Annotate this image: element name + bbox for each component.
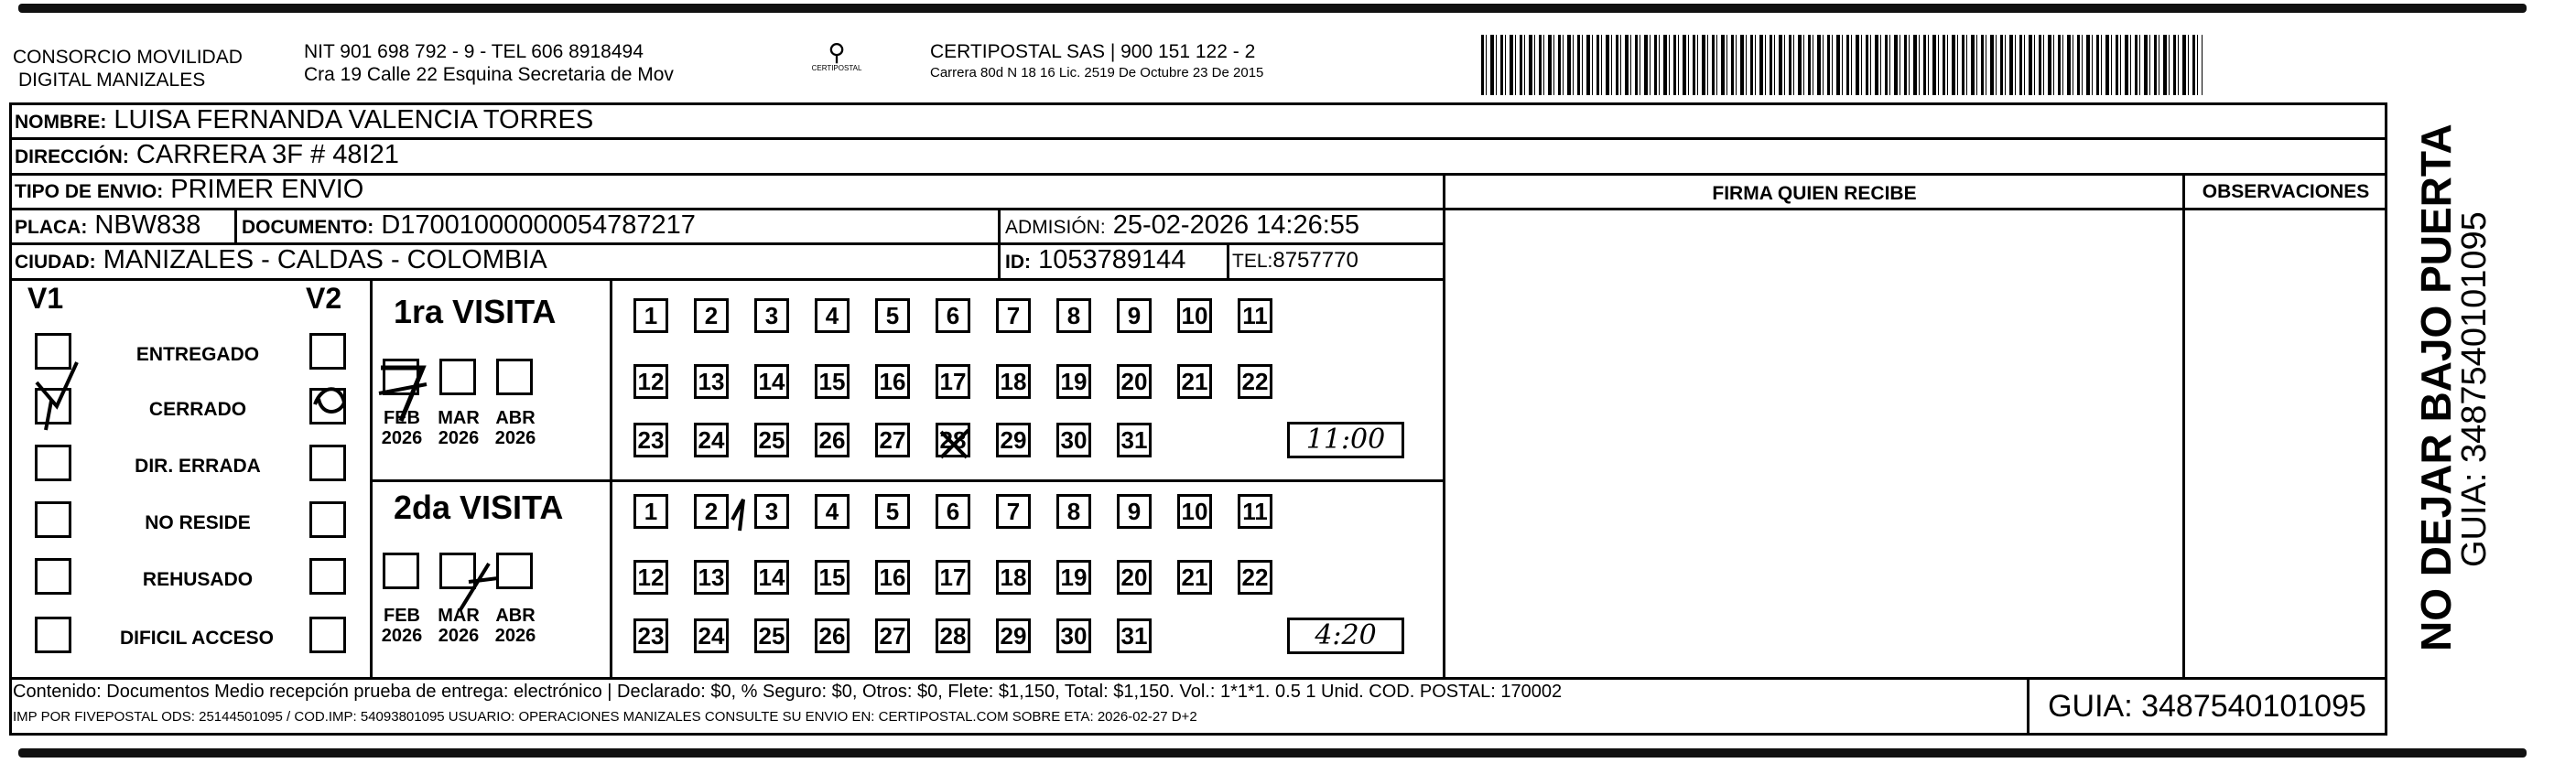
day-box[interactable]: 28 [936, 618, 970, 653]
tipo-value: PRIMER ENVIO [170, 175, 364, 204]
placa-row [15, 210, 200, 242]
admision-row [1005, 210, 1359, 242]
handwritten-time-second: 4:20 [1287, 618, 1404, 654]
day-box[interactable]: 14 [754, 560, 789, 595]
documento-value: D17001000000054787217 [381, 210, 696, 240]
id-row [1005, 245, 1185, 277]
nit-line: NIT 901 698 792 - 9 - TEL 606 8918494 [304, 41, 644, 62]
v1-checkbox[interactable] [35, 501, 71, 538]
month-name: ABR [495, 606, 536, 626]
tel-value: 8757770 [1272, 248, 1358, 273]
carrier-info [930, 40, 1263, 83]
v1-checkbox[interactable] [35, 617, 71, 653]
v2-header: V2 [306, 282, 342, 315]
v1-checkbox[interactable] [35, 558, 71, 595]
placa-value: NBW838 [94, 210, 201, 240]
bottom-tear-edge [18, 748, 2527, 758]
v2-checkbox[interactable] [309, 558, 346, 595]
month-label [373, 408, 430, 448]
day-box[interactable]: 24 [694, 423, 729, 457]
address-line: Cra 19 Calle 22 Esquina Secretaria de Mov [304, 64, 674, 85]
tipo-row [15, 175, 363, 207]
day-box[interactable]: 28 [936, 423, 970, 457]
carrier-line-2: Carrera 80d N 18 16 Lic. 2519 De Octubre 23 De 2015 [930, 65, 1264, 81]
status-label: DIR. ERRADA [135, 456, 261, 477]
day-box[interactable]: 6 [936, 494, 970, 529]
day-box[interactable]: 25 [754, 423, 789, 457]
side-guia: GUIA: 3487540101095 [2455, 211, 2494, 567]
month-label [373, 606, 430, 646]
day-box[interactable]: 4 [815, 298, 850, 333]
day-box[interactable]: 6 [936, 298, 970, 333]
day-box[interactable]: 23 [633, 423, 668, 457]
imp-line: IMP POR FIVEPOSTAL ODS: 25144501095 / COD.IMP: 54093801095 USUARIO: OPERACIONES MANIZALES CONSULTE SU ENVIO EN: CERTIPOSTAL.COM SOBRE ETA: 2026-02-27 D+2 [13, 709, 1197, 725]
company-line-1: CONSORCIO MOVILIDAD [13, 47, 243, 68]
day-box[interactable]: 3 [754, 298, 789, 333]
month-label [430, 408, 487, 448]
v1-checkbox[interactable] [35, 333, 71, 370]
month-checkbox[interactable] [439, 359, 476, 395]
second-visit-title: 2da VISITA [394, 489, 564, 526]
day-box[interactable]: 12 [633, 560, 668, 595]
direccion-value: CARRERA 3F # 48I21 [135, 140, 399, 169]
day-box[interactable]: 12 [633, 364, 668, 399]
direccion-row [15, 140, 399, 172]
month-name: MAR [438, 606, 480, 626]
day-box[interactable]: 22 [1238, 560, 1272, 595]
v1-checkbox[interactable] [35, 445, 71, 481]
month-checkbox[interactable] [383, 553, 419, 589]
day-box[interactable]: 1 [633, 494, 668, 529]
day-box[interactable]: 26 [815, 423, 850, 457]
month-year: 2026 [381, 626, 423, 646]
barcode [1481, 35, 2203, 95]
day-box[interactable]: 18 [996, 560, 1031, 595]
contenido-line: Contenido: Documentos Medio recepción prueba de entrega: electrónico | Declarado: $0, % Seguro: $0, Otros: $0, Flete: $1,150, Total: $1,150. Vol.: 1*1*1. 0.5 1 Unid. COD. POSTAL: 170002 [13, 682, 1563, 702]
month-label [487, 408, 544, 448]
month-label [430, 606, 487, 646]
admision-label: ADMISIÓN: [1005, 217, 1106, 238]
company-name [13, 46, 243, 91]
day-box[interactable]: 22 [1238, 364, 1272, 399]
month-year: 2026 [438, 626, 480, 646]
v1-checkbox[interactable] [35, 388, 71, 424]
month-name: MAR [438, 408, 480, 428]
admision-value: 25-02-2026 14:26:55 [1112, 210, 1360, 240]
day-box[interactable]: 19 [1056, 364, 1091, 399]
certipostal-logo [809, 40, 864, 72]
observaciones-header: OBSERVACIONES [2202, 181, 2370, 202]
company-contact [304, 40, 674, 86]
day-box[interactable]: 11 [1238, 298, 1272, 333]
documento-label: DOCUMENTO: [242, 217, 374, 238]
month-year: 2026 [494, 626, 536, 646]
day-box[interactable]: 7 [996, 494, 1031, 529]
carrier-line-1: CERTIPOSTAL SAS | 900 151 122 - 2 [930, 41, 1256, 62]
v2-checkbox[interactable] [309, 445, 346, 481]
day-box[interactable]: 24 [694, 618, 729, 653]
month-checkbox[interactable] [383, 359, 419, 395]
month-year: 2026 [381, 428, 423, 448]
day-box[interactable]: 17 [936, 364, 970, 399]
day-box[interactable]: 7 [996, 298, 1031, 333]
month-name: ABR [495, 408, 536, 428]
company-line-2: DIGITAL MANIZALES [18, 70, 206, 91]
placa-label: PLACA: [15, 217, 88, 238]
day-box[interactable]: 31 [1117, 618, 1152, 653]
day-box[interactable]: 16 [875, 560, 910, 595]
ciudad-value: MANIZALES - CALDAS - COLOMBIA [103, 245, 547, 274]
month-checkbox[interactable] [496, 553, 533, 589]
month-checkbox[interactable] [439, 553, 476, 589]
day-box[interactable]: 17 [936, 560, 970, 595]
day-box[interactable]: 29 [996, 618, 1031, 653]
day-box[interactable]: 29 [996, 423, 1031, 457]
day-box[interactable]: 19 [1056, 560, 1091, 595]
day-box[interactable]: 16 [875, 364, 910, 399]
status-label: DIFICIL ACCESO [119, 628, 274, 649]
id-value: 1053789144 [1038, 245, 1186, 274]
day-box[interactable]: 5 [875, 494, 910, 529]
ciudad-row [15, 245, 547, 277]
status-label: CERRADO [148, 399, 247, 420]
month-name: FEB [384, 606, 420, 626]
month-year: 2026 [438, 428, 480, 448]
day-box[interactable]: 15 [815, 560, 850, 595]
day-box[interactable]: 31 [1117, 423, 1152, 457]
day-box[interactable]: 13 [694, 560, 729, 595]
month-name: FEB [384, 408, 420, 428]
day-box[interactable]: 18 [996, 364, 1031, 399]
v2-checkbox[interactable] [309, 388, 346, 424]
v2-checkbox[interactable] [309, 501, 346, 538]
day-box[interactable]: 21 [1177, 364, 1212, 399]
day-box[interactable]: 30 [1056, 423, 1091, 457]
day-box[interactable]: 26 [815, 618, 850, 653]
tel-label: TEL: [1232, 251, 1273, 272]
day-box[interactable]: 27 [875, 423, 910, 457]
day-box[interactable]: 20 [1117, 364, 1152, 399]
id-label: ID: [1005, 252, 1031, 273]
day-box[interactable]: 9 [1117, 494, 1152, 529]
day-box[interactable]: 10 [1177, 494, 1212, 529]
firma-header: FIRMA QUIEN RECIBE [1712, 183, 1917, 204]
day-box[interactable]: 2 [694, 298, 729, 333]
top-tear-edge [18, 4, 2527, 13]
month-label [487, 606, 544, 646]
day-box[interactable]: 23 [633, 618, 668, 653]
ciudad-label: CIUDAD: [15, 252, 96, 273]
guia-box: GUIA: 3487540101095 [2048, 689, 2366, 724]
day-box[interactable]: 30 [1056, 618, 1091, 653]
v2-checkbox[interactable] [309, 617, 346, 653]
day-box[interactable]: 1 [633, 298, 668, 333]
v1-header: V1 [27, 282, 64, 315]
tel-row [1232, 245, 1358, 276]
nombre-value: LUISA FERNANDA VALENCIA TORRES [114, 105, 594, 134]
day-box[interactable]: 10 [1177, 298, 1212, 333]
day-box[interactable]: 8 [1056, 298, 1091, 333]
month-checkbox[interactable] [496, 359, 533, 395]
day-box[interactable]: 8 [1056, 494, 1091, 529]
logo-caption: CERTIPOSTAL [811, 64, 862, 72]
status-label: ENTREGADO [135, 344, 260, 365]
status-label: NO RESIDE [145, 512, 251, 533]
status-label: REHUSADO [142, 569, 254, 590]
day-box[interactable]: 21 [1177, 560, 1212, 595]
nombre-row [15, 105, 593, 137]
month-year: 2026 [494, 428, 536, 448]
v2-checkbox[interactable] [309, 333, 346, 370]
day-box[interactable]: 15 [815, 364, 850, 399]
day-box[interactable]: 14 [754, 364, 789, 399]
first-visit-title: 1ra VISITA [394, 293, 557, 330]
day-box[interactable]: 13 [694, 364, 729, 399]
day-box[interactable]: 5 [875, 298, 910, 333]
handwritten-time-first: 11:00 [1287, 422, 1404, 458]
nombre-label: NOMBRE: [15, 112, 107, 133]
day-box[interactable]: 20 [1117, 560, 1152, 595]
day-box[interactable]: 27 [875, 618, 910, 653]
day-box[interactable]: 2 [694, 494, 729, 529]
day-box[interactable]: 11 [1238, 494, 1272, 529]
tipo-label: TIPO DE ENVIO: [15, 181, 164, 202]
day-box[interactable]: 4 [815, 494, 850, 529]
day-box[interactable]: 3 [754, 494, 789, 529]
documento-row [242, 210, 696, 242]
logo-icon: ⚲ [828, 38, 846, 66]
day-box[interactable]: 9 [1117, 298, 1152, 333]
side-warning: NO DEJAR BAJO PUERTA [2412, 124, 2460, 651]
direccion-label: DIRECCIÓN: [15, 146, 129, 167]
day-box[interactable]: 25 [754, 618, 789, 653]
